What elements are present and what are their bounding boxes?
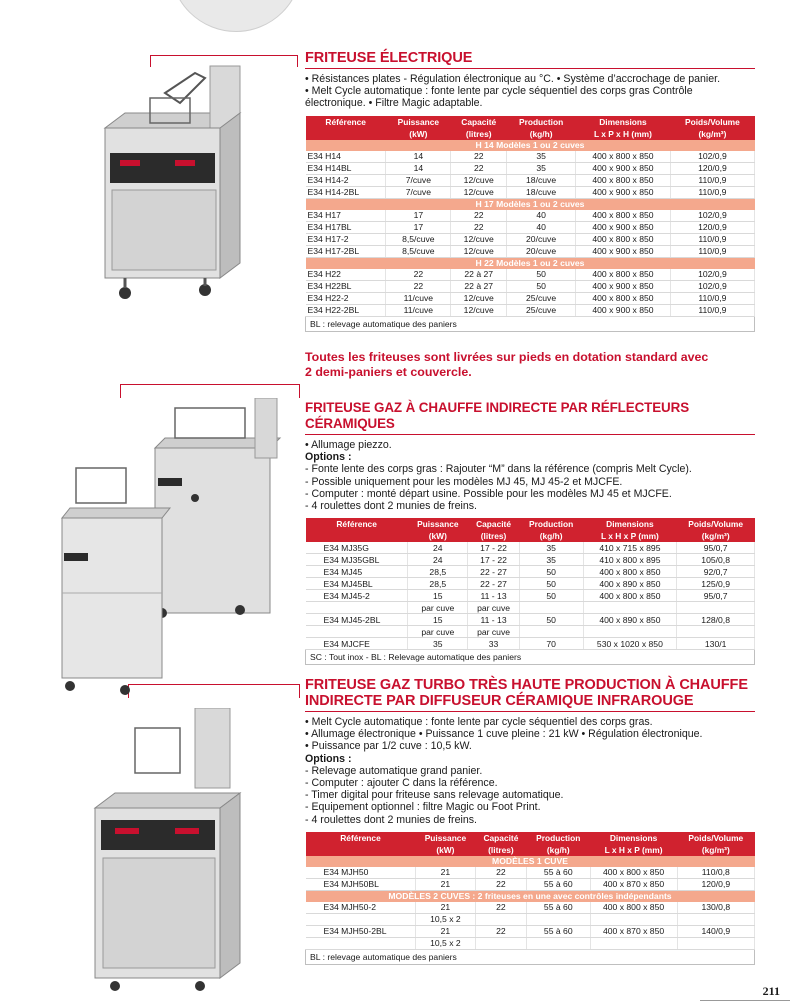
reference-cell: E34 MJH50BL <box>306 878 416 890</box>
table-cell: 25/cuve <box>507 292 576 304</box>
table-cell <box>519 602 583 614</box>
column-header-unit: (kW) <box>416 844 476 856</box>
table-cell: 110/0,9 <box>670 245 754 257</box>
reference-cell: E34 MJH50 <box>306 867 416 879</box>
table-row <box>306 221 755 233</box>
column-header-unit: (kW) <box>386 128 451 140</box>
table-cell: 400 x 900 x 850 <box>576 280 671 292</box>
table-cell: 22 <box>475 867 526 879</box>
table-cell: 400 x 800 x 850 <box>576 210 671 222</box>
column-header: Poids/Volume <box>677 832 754 844</box>
table-cell: 120/0,9 <box>670 162 754 174</box>
table-cell: 17 - 22 <box>468 542 519 554</box>
group-header: MODÈLES 2 CUVES : 2 friteuses en une avec contrôles indépendants <box>306 890 755 902</box>
column-header: Puissance <box>386 116 451 128</box>
desc-line: - Computer : ajouter C dans la référence. <box>305 777 498 790</box>
section-title: FRITEUSE GAZ À CHAUFFE INDIRECTE PAR RÉFLECTEURS CÉRAMIQUES <box>305 400 755 435</box>
column-header: Poids/Volume <box>677 518 755 530</box>
corner-decoration <box>170 0 302 32</box>
table-cell: 110/0,9 <box>670 292 754 304</box>
table-cell: 130/1 <box>677 638 755 650</box>
note-line: 2 demi-paniers et couvercle. <box>305 365 472 379</box>
table-cell: 22 à 27 <box>451 269 507 281</box>
table-cell: 7/cuve <box>386 186 451 198</box>
desc-line: • Allumage piezzo. <box>305 439 392 451</box>
column-header: Production <box>527 832 590 844</box>
table-row <box>306 925 755 937</box>
reference-cell: E34 MJ45-2BL <box>306 614 408 626</box>
table-cell: 400 x 900 x 850 <box>576 186 671 198</box>
table-cell: 22 à 27 <box>451 280 507 292</box>
table-row <box>306 245 755 257</box>
table-cell: 11/cuve <box>386 304 451 316</box>
desc-line: • Résistances plates - Régulation électronique au °C. • Système d’accrochage de panier. <box>305 73 721 85</box>
table-cell: 22 <box>451 221 507 233</box>
table-cell: 400 x 800 x 850 <box>576 233 671 245</box>
group-header: H 22 Modèles 1 ou 2 cuves <box>306 257 755 269</box>
column-header-unit: (kW) <box>408 530 468 542</box>
section-turbo-gas-fryer <box>305 677 755 965</box>
table-cell: 400 x 890 x 850 <box>583 578 677 590</box>
table-cell: 410 x 800 x 895 <box>583 554 677 566</box>
table-cell: 17 - 22 <box>468 554 519 566</box>
table-cell: 40 <box>507 221 576 233</box>
connector-line <box>120 384 121 398</box>
spec-table-gas <box>305 518 755 665</box>
table-cell: 8,5/cuve <box>386 245 451 257</box>
table-cell: par cuve <box>468 626 519 638</box>
table-cell: 95/0,7 <box>677 590 755 602</box>
options-heading: Options : <box>305 752 352 765</box>
column-header-unit: (litres) <box>468 530 519 542</box>
column-header-unit: (kg/h) <box>507 128 576 140</box>
column-header-unit: L x H x P (mm) <box>590 844 677 856</box>
section-title: FRITEUSE ÉLECTRIQUE <box>305 50 755 69</box>
table-cell: 35 <box>519 542 583 554</box>
reference-cell: E34 H14 <box>306 151 386 163</box>
table-cell: 22 <box>386 269 451 281</box>
table-cell <box>583 626 677 638</box>
group-header: MODÈLES 1 CUVE <box>306 856 755 867</box>
table-row <box>306 304 755 316</box>
table-cell: 12/cuve <box>451 304 507 316</box>
table-cell: 110/0,9 <box>670 186 754 198</box>
table-cell: 92/0,7 <box>677 566 755 578</box>
group-header: H 17 Modèles 1 ou 2 cuves <box>306 198 755 210</box>
table-cell: 400 x 870 x 850 <box>590 925 677 937</box>
standard-equipment-note <box>305 350 755 380</box>
table-cell: 130/0,8 <box>677 902 754 914</box>
table-cell: 120/0,9 <box>670 221 754 233</box>
desc-line: • Melt Cycle automatique : fonte lente par cycle séquentiel des corps gras Contrôle <box>305 85 693 98</box>
table-cell: 102/0,9 <box>670 280 754 292</box>
reference-cell: E34 MJ45BL <box>306 578 408 590</box>
table-cell: 21 <box>416 878 476 890</box>
table-cell: 530 x 1020 x 850 <box>583 638 677 650</box>
desc-line: • Puissance par 1/2 cuve : 10,5 kW. <box>305 740 472 753</box>
table-cell: 125/0,9 <box>677 578 755 590</box>
desc-line: • Melt Cycle automatique : fonte lente par cycle séquentiel des corps gras. <box>305 716 653 728</box>
electric-fryer-image <box>80 58 260 308</box>
column-header: Référence <box>306 518 408 530</box>
spec-table-turbo <box>305 832 755 965</box>
reference-cell: E34 H22-2BL <box>306 304 386 316</box>
connector-line <box>299 384 300 398</box>
options-heading: Options : <box>305 451 352 464</box>
table-cell: 17 <box>386 221 451 233</box>
desc-line: - Possible uniquement pour les modèles MJ 45, MJ 45-2 et MJCFE. <box>305 475 623 488</box>
table-cell: 22 <box>451 151 507 163</box>
table-footnote: BL : relevage automatique des paniers <box>306 949 755 964</box>
table-cell: 55 à 60 <box>527 902 590 914</box>
desc-line: - 4 roulettes dont 2 munies de freins. <box>305 813 477 826</box>
table-cell: 35 <box>408 638 468 650</box>
table-row <box>306 174 755 186</box>
table-cell: 400 x 800 x 850 <box>576 269 671 281</box>
table-cell: 12/cuve <box>451 233 507 245</box>
table-cell <box>677 602 755 614</box>
table-row <box>306 578 755 590</box>
connector-line <box>120 384 300 385</box>
table-cell: 102/0,9 <box>670 151 754 163</box>
column-header: Référence <box>306 832 416 844</box>
column-header: Puissance <box>408 518 468 530</box>
reference-cell: E34 H14-2BL <box>306 186 386 198</box>
description <box>305 439 755 512</box>
column-header-unit <box>306 844 416 856</box>
column-header-unit: (kg/m³) <box>670 128 754 140</box>
table-cell: 18/cuve <box>507 174 576 186</box>
desc-line: - Equipement optionnel : filtre Magic ou Foot Print. <box>305 801 541 814</box>
section-electric-fryer <box>305 50 755 332</box>
footer-rule <box>700 1000 790 1001</box>
table-cell <box>677 913 754 925</box>
reference-cell: E34 H22 <box>306 269 386 281</box>
table-row <box>306 162 755 174</box>
table-cell: 22 <box>475 925 526 937</box>
reference-cell: E34 H17-2BL <box>306 245 386 257</box>
description <box>305 73 755 110</box>
table-cell: 11/cuve <box>386 292 451 304</box>
column-header: Dimensions <box>590 832 677 844</box>
reference-cell: E34 H22-2 <box>306 292 386 304</box>
table-cell: 11 - 13 <box>468 614 519 626</box>
reference-cell: E34 MJ35G <box>306 542 408 554</box>
table-cell: 400 x 800 x 850 <box>590 902 677 914</box>
table-cell: 11 - 13 <box>468 590 519 602</box>
section-gas-fryer <box>305 400 755 665</box>
table-cell: 22 <box>451 210 507 222</box>
reference-cell <box>306 602 408 614</box>
table-row <box>306 867 755 879</box>
table-row <box>306 878 755 890</box>
table-row <box>306 186 755 198</box>
column-header-unit <box>306 530 408 542</box>
table-cell: 33 <box>468 638 519 650</box>
column-header-unit: (litres) <box>475 844 526 856</box>
table-cell: 15 <box>408 614 468 626</box>
table-cell <box>590 937 677 949</box>
table-cell: 7/cuve <box>386 174 451 186</box>
table-cell: 12/cuve <box>451 292 507 304</box>
column-header-unit: (kg/h) <box>527 844 590 856</box>
table-cell: 400 x 800 x 850 <box>590 867 677 879</box>
column-header-unit: (kg/m³) <box>677 530 755 542</box>
table-cell: 400 x 870 x 850 <box>590 878 677 890</box>
table-cell <box>527 913 590 925</box>
column-header-unit: L x P x H (mm) <box>576 128 671 140</box>
column-header-unit: (kg/m³) <box>677 844 754 856</box>
table-cell: par cuve <box>408 602 468 614</box>
table-cell: 14 <box>386 162 451 174</box>
table-row <box>306 937 755 949</box>
table-cell: 25/cuve <box>507 304 576 316</box>
column-header-unit: L x H x P (mm) <box>583 530 677 542</box>
desc-line: • Allumage électronique • Puissance 1 cuve pleine : 21 kW • Régulation électronique. <box>305 728 703 741</box>
description <box>305 716 755 826</box>
table-row <box>306 554 755 566</box>
table-cell: 400 x 900 x 850 <box>576 162 671 174</box>
table-row <box>306 280 755 292</box>
table-cell: 24 <box>408 542 468 554</box>
table-cell: 35 <box>507 162 576 174</box>
table-row <box>306 233 755 245</box>
table-cell: 22 <box>475 902 526 914</box>
table-cell: 22 <box>386 280 451 292</box>
table-cell: 18/cuve <box>507 186 576 198</box>
title-line: FRITEUSE GAZ TURBO TRÈS HAUTE PRODUCTION À CHAUFFE <box>305 677 748 693</box>
table-cell: 20/cuve <box>507 245 576 257</box>
table-cell: 400 x 800 x 850 <box>583 590 677 602</box>
table-row <box>306 210 755 222</box>
table-row <box>306 292 755 304</box>
table-cell: 22 - 27 <box>468 578 519 590</box>
table-cell <box>583 602 677 614</box>
reference-cell: E34 MJ45-2 <box>306 590 408 602</box>
connector-line <box>299 684 300 698</box>
table-cell: 410 x 715 x 895 <box>583 542 677 554</box>
table-row <box>306 902 755 914</box>
reference-cell: E34 MJH50-2 <box>306 902 416 914</box>
table-cell: 95/0,7 <box>677 542 755 554</box>
column-header: Poids/Volume <box>670 116 754 128</box>
table-cell: 400 x 900 x 850 <box>576 221 671 233</box>
table-cell: 21 <box>416 867 476 879</box>
photo-frame-electric <box>150 55 298 56</box>
table-cell <box>677 937 754 949</box>
reference-cell: E34 H22BL <box>306 280 386 292</box>
table-cell: 110/0,9 <box>670 174 754 186</box>
table-footnote: BL : relevage automatique des paniers <box>306 316 755 331</box>
table-cell: 22 <box>475 878 526 890</box>
reference-cell: E34 H17 <box>306 210 386 222</box>
table-row <box>306 638 755 650</box>
table-cell <box>527 937 590 949</box>
table-cell: 15 <box>408 590 468 602</box>
reference-cell: E34 MJ45 <box>306 566 408 578</box>
table-cell: 110/0,8 <box>677 867 754 879</box>
column-header: Production <box>519 518 583 530</box>
table-row <box>306 913 755 925</box>
table-cell: par cuve <box>468 602 519 614</box>
table-cell: 400 x 800 x 850 <box>576 151 671 163</box>
column-header: Dimensions <box>583 518 677 530</box>
reference-cell: E34 H14-2 <box>306 174 386 186</box>
table-cell: par cuve <box>408 626 468 638</box>
table-cell: 102/0,9 <box>670 210 754 222</box>
table-cell: 400 x 900 x 850 <box>576 304 671 316</box>
table-cell: 10,5 x 2 <box>416 937 476 949</box>
gas-fryer-pair-image <box>50 398 290 698</box>
table-row <box>306 590 755 602</box>
table-cell: 21 <box>416 925 476 937</box>
table-cell: 70 <box>519 638 583 650</box>
column-header: Référence <box>306 116 386 128</box>
table-row <box>306 566 755 578</box>
table-cell: 400 x 800 x 850 <box>583 566 677 578</box>
table-cell: 400 x 890 x 850 <box>583 614 677 626</box>
table-row <box>306 626 755 638</box>
desc-line: électronique. • Filtre Magic adaptable. <box>305 97 483 110</box>
table-cell: 102/0,9 <box>670 269 754 281</box>
reference-cell: E34 MJH50-2BL <box>306 925 416 937</box>
table-cell <box>590 913 677 925</box>
table-cell: 50 <box>519 566 583 578</box>
table-row <box>306 151 755 163</box>
table-cell: 21 <box>416 902 476 914</box>
table-cell: 400 x 900 x 850 <box>576 245 671 257</box>
column-header: Capacité <box>451 116 507 128</box>
desc-line: - Timer digital pour friteuse sans relevage automatique. <box>305 789 564 802</box>
table-cell: 22 - 27 <box>468 566 519 578</box>
table-row <box>306 269 755 281</box>
column-header-unit: (litres) <box>451 128 507 140</box>
column-header: Capacité <box>475 832 526 844</box>
reference-cell: E34 H17-2 <box>306 233 386 245</box>
note-line: Toutes les friteuses sont livrées sur pieds en dotation standard avec <box>305 350 709 364</box>
reference-cell: E34 H14BL <box>306 162 386 174</box>
table-cell: 12/cuve <box>451 174 507 186</box>
table-cell: 22 <box>451 162 507 174</box>
reference-cell: E34 MJCFE <box>306 638 408 650</box>
table-cell: 55 à 60 <box>527 925 590 937</box>
table-cell: 105/0,8 <box>677 554 755 566</box>
table-cell: 400 x 800 x 850 <box>576 174 671 186</box>
table-cell: 28,5 <box>408 566 468 578</box>
table-cell: 110/0,9 <box>670 233 754 245</box>
table-cell: 50 <box>519 590 583 602</box>
group-header: H 14 Modèles 1 ou 2 cuves <box>306 140 755 151</box>
table-cell: 50 <box>507 280 576 292</box>
page-number: 211 <box>762 984 780 998</box>
reference-cell <box>306 913 416 925</box>
table-cell: 24 <box>408 554 468 566</box>
column-header-unit: (kg/h) <box>519 530 583 542</box>
reference-cell <box>306 626 408 638</box>
reference-cell: E34 MJ35GBL <box>306 554 408 566</box>
table-cell: 50 <box>507 269 576 281</box>
turbo-gas-fryer-image <box>75 708 275 993</box>
desc-line: - Fonte lente des corps gras : Rajouter “M” dans la référence (compris Melt Cycle). <box>305 463 692 476</box>
table-cell: 140/0,9 <box>677 925 754 937</box>
table-cell: 128/0,8 <box>677 614 755 626</box>
table-cell: 8,5/cuve <box>386 233 451 245</box>
table-cell: 55 à 60 <box>527 878 590 890</box>
column-header: Puissance <box>416 832 476 844</box>
table-cell: 14 <box>386 151 451 163</box>
table-row <box>306 614 755 626</box>
table-cell: 35 <box>519 554 583 566</box>
desc-line: - 4 roulettes dont 2 munies de freins. <box>305 500 477 513</box>
table-cell: 28,5 <box>408 578 468 590</box>
table-cell: 40 <box>507 210 576 222</box>
title-line: INDIRECTE PAR DIFFUSEUR CÉRAMIQUE INFRAROUGE <box>305 693 694 709</box>
table-cell: 17 <box>386 210 451 222</box>
table-row <box>306 542 755 554</box>
desc-line: - Relevage automatique grand panier. <box>305 764 483 777</box>
table-cell: 12/cuve <box>451 186 507 198</box>
table-cell <box>475 937 526 949</box>
table-cell <box>677 626 755 638</box>
column-header: Dimensions <box>576 116 671 128</box>
connector-line <box>297 55 298 67</box>
table-cell: 55 à 60 <box>527 867 590 879</box>
table-cell <box>519 626 583 638</box>
section-title <box>305 677 755 712</box>
reference-cell: E34 H17BL <box>306 221 386 233</box>
table-cell: 50 <box>519 614 583 626</box>
column-header-unit <box>306 128 386 140</box>
reference-cell <box>306 937 416 949</box>
table-cell: 50 <box>519 578 583 590</box>
table-cell: 12/cuve <box>451 245 507 257</box>
table-cell: 400 x 800 x 850 <box>576 292 671 304</box>
table-cell: 35 <box>507 151 576 163</box>
table-footnote: SC : Tout inox - BL : Relevage automatique des paniers <box>306 650 755 665</box>
table-cell <box>475 913 526 925</box>
table-cell: 110/0,9 <box>670 304 754 316</box>
spec-table-electric <box>305 116 755 332</box>
table-cell: 120/0,9 <box>677 878 754 890</box>
table-cell: 10,5 x 2 <box>416 913 476 925</box>
column-header: Capacité <box>468 518 519 530</box>
table-cell: 20/cuve <box>507 233 576 245</box>
column-header: Production <box>507 116 576 128</box>
table-row <box>306 602 755 614</box>
desc-line: - Computer : monté départ usine. Possible pour les modèles MJ 45 et MJCFE. <box>305 487 672 500</box>
